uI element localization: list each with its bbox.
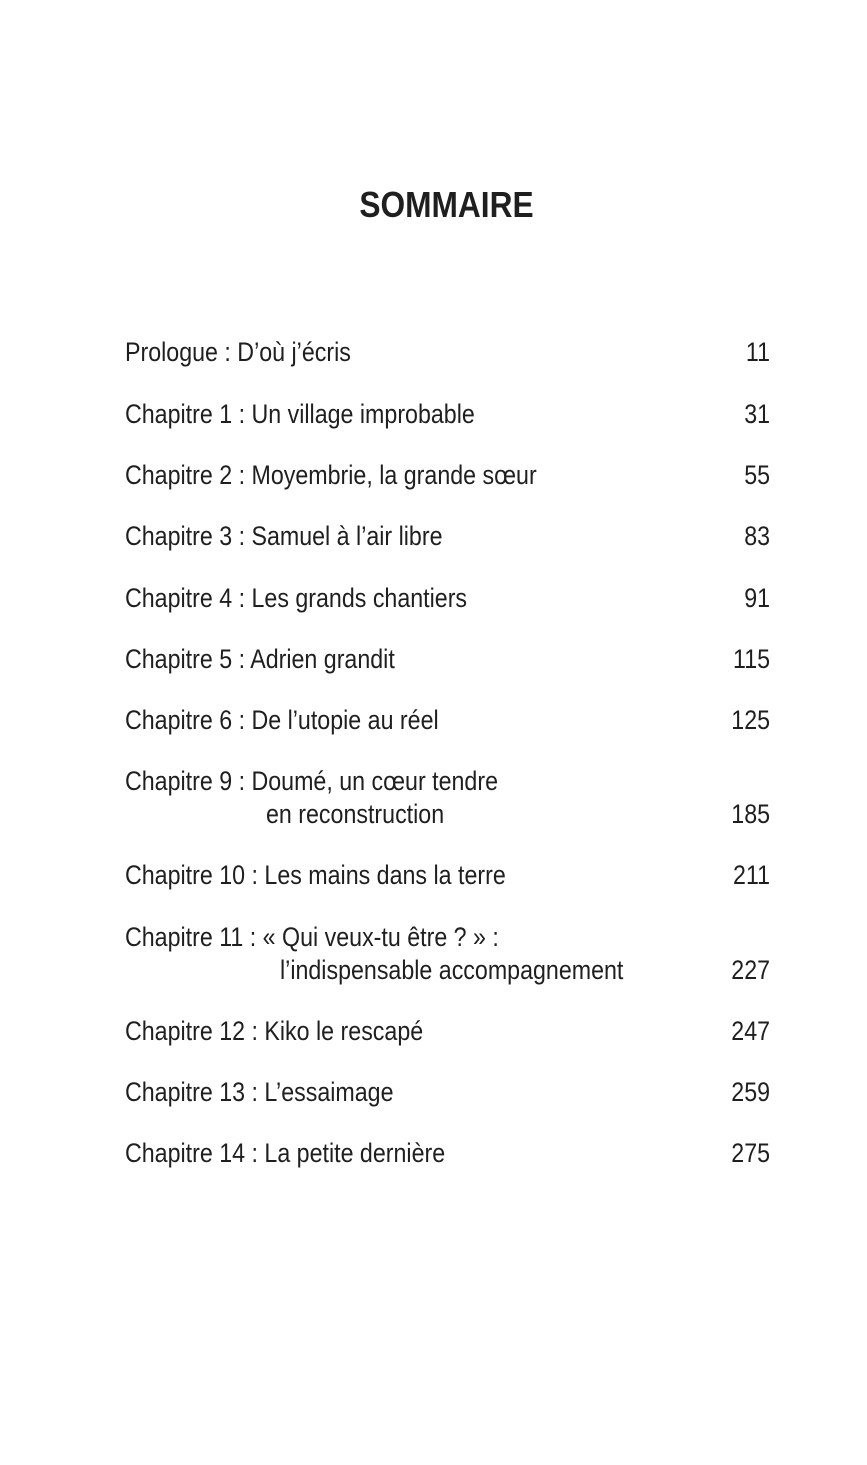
toc-entry-page: 125 bbox=[731, 705, 770, 735]
toc-entry-page: 259 bbox=[731, 1077, 770, 1107]
toc-entry-label: Chapitre 2 : Moyembrie, la grande sœur bbox=[125, 460, 537, 490]
toc-entry-label: Prologue : D’où j’écris bbox=[125, 337, 351, 367]
toc-entry-page: 275 bbox=[731, 1138, 770, 1168]
toc-entry-chapter-14 bbox=[125, 1137, 770, 1198]
toc-entry-label-continuation: en reconstruction bbox=[266, 799, 445, 829]
toc-entry-chapter-1 bbox=[125, 398, 770, 459]
toc-entry-chapter-5 bbox=[125, 643, 770, 704]
toc-entry-page: 247 bbox=[731, 1016, 770, 1046]
toc-entry-page: 83 bbox=[744, 521, 770, 551]
toc-entry-label: Chapitre 5 : Adrien grandit bbox=[125, 644, 395, 674]
toc-entry-chapter-9 bbox=[125, 765, 770, 859]
toc-entry-page: 185 bbox=[731, 799, 770, 829]
toc-entry-chapter-12 bbox=[125, 1015, 770, 1076]
toc-entry-page: 31 bbox=[744, 399, 770, 429]
toc-entry-label: Chapitre 9 : Doumé, un cœur tendre bbox=[125, 766, 498, 796]
toc-entry-label: Chapitre 13 : L’essaimage bbox=[125, 1077, 394, 1107]
toc-entry-page: 11 bbox=[745, 337, 770, 367]
toc-entry-label: Chapitre 4 : Les grands chantiers bbox=[125, 583, 468, 613]
toc-entry-label: Chapitre 14 : La petite dernière bbox=[125, 1138, 446, 1168]
toc-entry-chapter-6 bbox=[125, 704, 770, 765]
page-title: SOMMAIRE bbox=[359, 184, 534, 225]
toc-entry-chapter-10 bbox=[125, 859, 770, 921]
toc-entry-page: 91 bbox=[744, 583, 770, 613]
toc-entry-label-continuation: l’indispensable accompagnement bbox=[280, 955, 624, 985]
toc-entry-chapter-2 bbox=[125, 459, 770, 520]
toc-entry-chapter-11 bbox=[125, 921, 770, 1015]
toc-entry-prologue bbox=[125, 336, 770, 398]
toc-entry-label: Chapitre 11 : « Qui veux-tu être ? » : bbox=[125, 922, 499, 952]
toc-entry-page: 115 bbox=[732, 644, 770, 674]
toc-entry-page: 55 bbox=[744, 460, 770, 490]
toc-entry-label: Chapitre 6 : De l’utopie au réel bbox=[125, 705, 439, 735]
toc-entry-chapter-4 bbox=[125, 582, 770, 643]
toc-entry-page: 227 bbox=[731, 955, 770, 985]
table-of-contents bbox=[125, 336, 770, 1198]
toc-entry-chapter-13 bbox=[125, 1076, 770, 1137]
toc-entry-label: Chapitre 12 : Kiko le rescapé bbox=[125, 1016, 424, 1046]
toc-entry-chapter-3 bbox=[125, 520, 770, 582]
toc-entry-label: Chapitre 1 : Un village improbable bbox=[125, 399, 475, 429]
toc-entry-label: Chapitre 3 : Samuel à l’air libre bbox=[125, 521, 443, 551]
toc-entry-label: Chapitre 10 : Les mains dans la terre bbox=[125, 860, 506, 890]
toc-entry-page: 211 bbox=[732, 860, 770, 890]
